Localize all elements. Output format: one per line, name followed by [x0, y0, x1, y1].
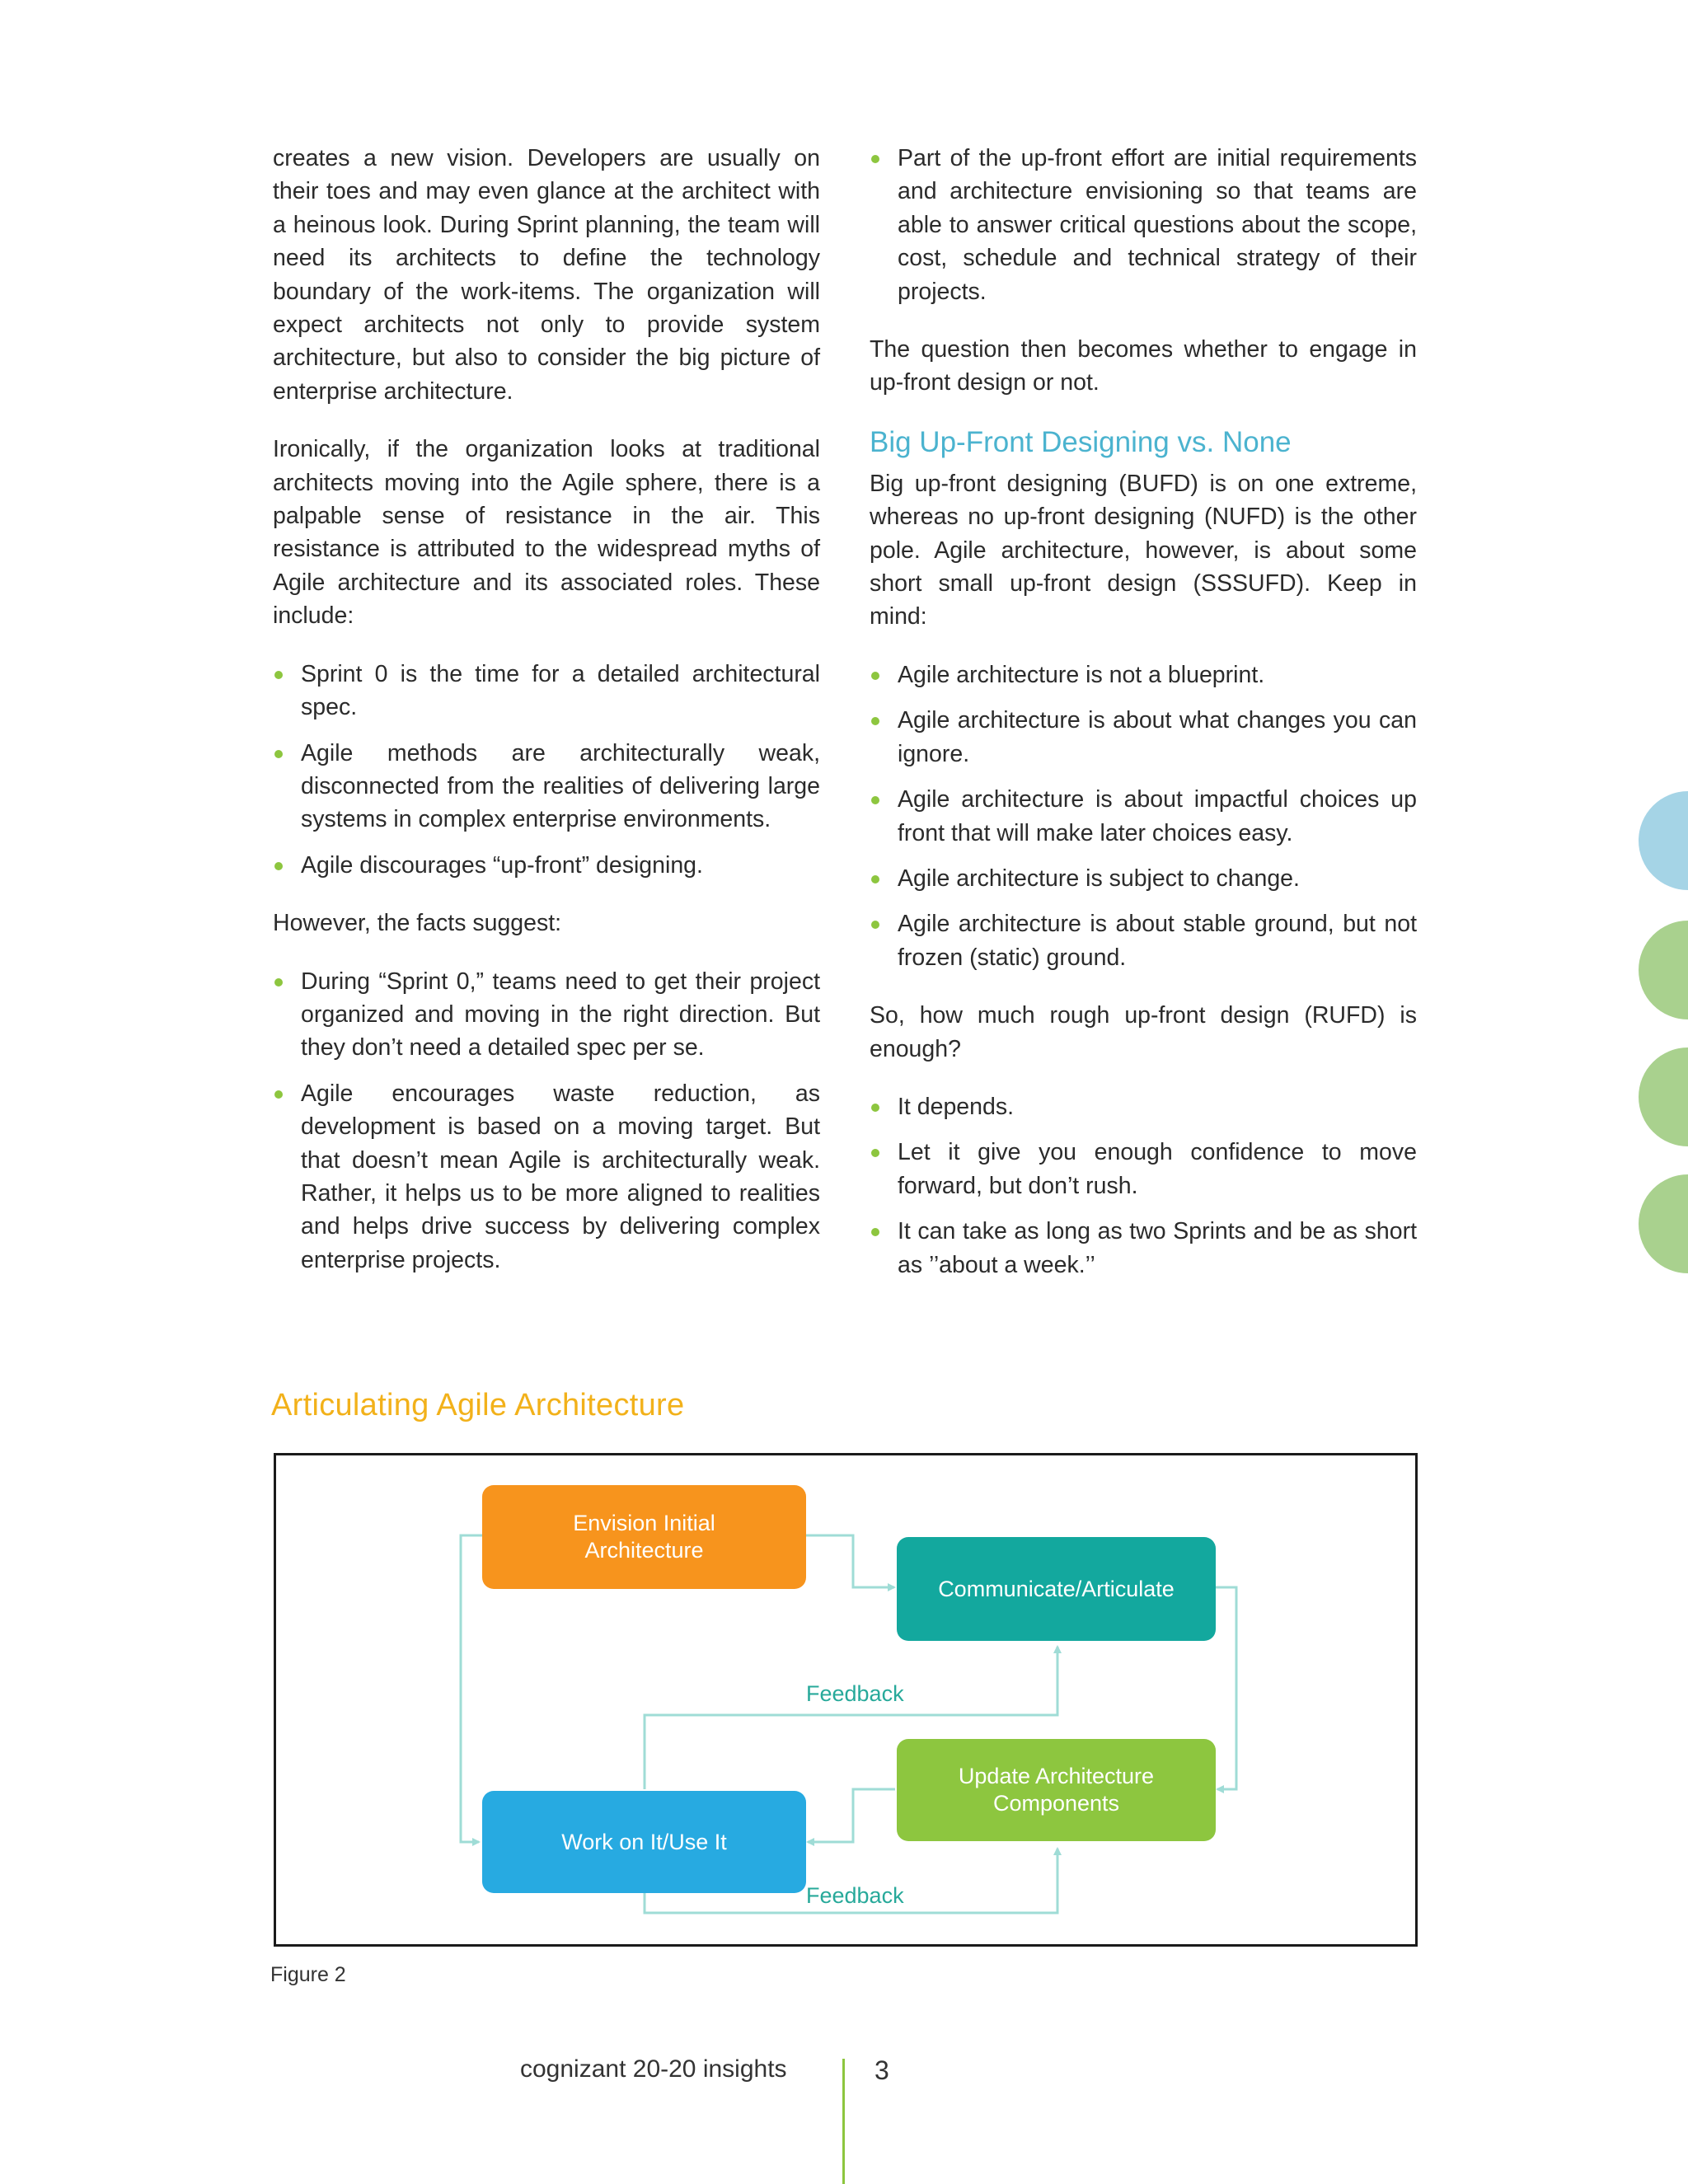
list-item-text: Let it give you enough confidence to move forward, but don’t rush.	[898, 1139, 1417, 1199]
connector-communicate-to-update	[1216, 1587, 1236, 1789]
right-paragraph-3: So, how much rough up-front design (RUFD) is enough?	[870, 1002, 1417, 1062]
box-label: Envision Initial Architecture	[573, 1511, 715, 1563]
list-item	[870, 783, 1417, 850]
footer-divider	[842, 2059, 845, 2184]
decor-circle	[1639, 791, 1688, 890]
list-item	[870, 658, 1417, 691]
feedback-label-bottom: Feedback	[806, 1883, 904, 1908]
list-item-text: Part of the up-front effort are initial requirements and architecture envisioning so that teams are able to answer critical questions about the scope, cost, schedule and technical strategy of their projects.	[898, 145, 1417, 305]
right-column	[870, 142, 1417, 1306]
architecture-diagram	[274, 1453, 1418, 1947]
bullet-icon	[871, 875, 879, 883]
bullet-icon	[274, 1090, 283, 1099]
list-item-text: Agile architecture is subject to change.	[898, 865, 1300, 892]
bullet-icon	[871, 921, 879, 929]
list-item	[273, 1077, 820, 1277]
list-item-text: Agile methods are architecturally weak, disconnected from the realities of delivering large systems in complex enterprise environments.	[301, 739, 820, 833]
bullet-icon	[274, 978, 283, 987]
bullet-icon	[871, 1228, 879, 1236]
list-item	[870, 1136, 1417, 1202]
feedback-label-top: Feedback	[806, 1681, 904, 1706]
list-item	[273, 658, 820, 724]
box-label: Update Architecture Components	[958, 1764, 1155, 1816]
list-item	[870, 142, 1417, 308]
facts-list	[273, 965, 820, 1277]
envision-initial-architecture-box	[482, 1485, 806, 1589]
work-on-it-use-it-box	[482, 1791, 806, 1893]
decor-circle	[1639, 1174, 1688, 1273]
bullet-icon	[274, 671, 283, 679]
list-item	[870, 704, 1417, 771]
list-item	[870, 1215, 1417, 1282]
communicate-articulate-box	[897, 1537, 1216, 1641]
connector-update-to-work	[808, 1789, 895, 1842]
list-item-text: During “Sprint 0,” teams need to get their project organized and moving in the right direction. But they don’t need a detailed spec per se.	[301, 968, 820, 1062]
page-number: 3	[874, 2055, 889, 2085]
keep-in-mind-list	[870, 658, 1417, 974]
left-paragraph-2: Ironically, if the organization looks at traditional architects moving into the Agile sphere, there is a palpable sense of resistance in the air. This resistance is attributed to the widespread myths of Agile architecture and its associated roles. These include:	[273, 436, 820, 630]
bullet-icon	[871, 155, 879, 163]
list-item	[273, 965, 820, 1065]
footer-publication: cognizant 20-20 insights	[520, 2055, 787, 2083]
list-item-text: Agile architecture is about impactful choices up front that will make later choices easy.	[898, 786, 1417, 846]
list-item	[870, 1090, 1417, 1123]
bullet-icon	[871, 796, 879, 804]
section-subheading: Big Up-Front Designing vs. None	[870, 425, 1292, 458]
decor-circle	[1639, 1047, 1688, 1146]
bullet-icon	[274, 750, 283, 758]
top-bullets-list	[870, 142, 1417, 308]
bullet-icon	[871, 672, 879, 680]
list-item	[870, 862, 1417, 895]
answers-list	[870, 1090, 1417, 1282]
right-paragraph-2: Big up-front designing (BUFD) is on one extreme, whereas no up-front designing (NUFD) is the other pole. Agile architecture, however, is about some short small up-front design (SSSUFD). Keep in mind:	[870, 470, 1417, 630]
update-architecture-components-box	[897, 1739, 1216, 1841]
box-label: Work on It/Use It	[561, 1829, 727, 1854]
section-heading: Articulating Agile Architecture	[271, 1388, 685, 1422]
bullet-icon	[871, 717, 879, 725]
list-item	[273, 849, 820, 882]
bullet-icon	[871, 1149, 879, 1157]
list-item-text: Agile architecture is not a blueprint.	[898, 661, 1265, 688]
bullet-icon	[871, 1104, 879, 1112]
list-item-text: Agile architecture is about what changes you can ignore.	[898, 707, 1417, 767]
myths-list	[273, 658, 820, 882]
box-label: Communicate/Articulate	[938, 1576, 1175, 1601]
list-item-text: Agile discourages “up-front” designing.	[301, 851, 703, 879]
list-item	[870, 907, 1417, 974]
left-paragraph-3: However, the facts suggest:	[273, 910, 562, 937]
right-paragraph-1: The question then becomes whether to engage in up-front design or not.	[870, 336, 1417, 396]
list-item-text: Sprint 0 is the time for a detailed architectural spec.	[301, 660, 820, 721]
left-column	[273, 142, 820, 1301]
decor-circle	[1639, 921, 1688, 1019]
bullet-icon	[274, 862, 283, 870]
list-item	[273, 737, 820, 837]
list-item-text: Agile architecture is about stable ground, but not frozen (static) ground.	[898, 911, 1417, 971]
list-item-text: Agile encourages waste reduction, as development is based on a moving target. But that doesn’t mean Agile is architecturally weak. Rather, it helps us to be more aligned to realities and helps drive success by delivering complex enterprise projects.	[301, 1080, 820, 1273]
list-item-text: It can take as long as two Sprints and be as short as ’’about a week.’’	[898, 1218, 1417, 1278]
left-paragraph-1: creates a new vision. Developers are usually on their toes and may even glance at the architect with a heinous look. During Sprint planning, the team will need its architects to define the technology boundary of the work-items. The organization will expect architects not only to provide system architecture, but also to consider the big picture of enterprise architecture.	[273, 145, 820, 405]
figure-caption: Figure 2	[270, 1963, 346, 1986]
connector-envision-to-work	[461, 1535, 482, 1842]
list-item-text: It depends.	[898, 1093, 1015, 1120]
connector-envision-to-communicate	[806, 1535, 894, 1587]
